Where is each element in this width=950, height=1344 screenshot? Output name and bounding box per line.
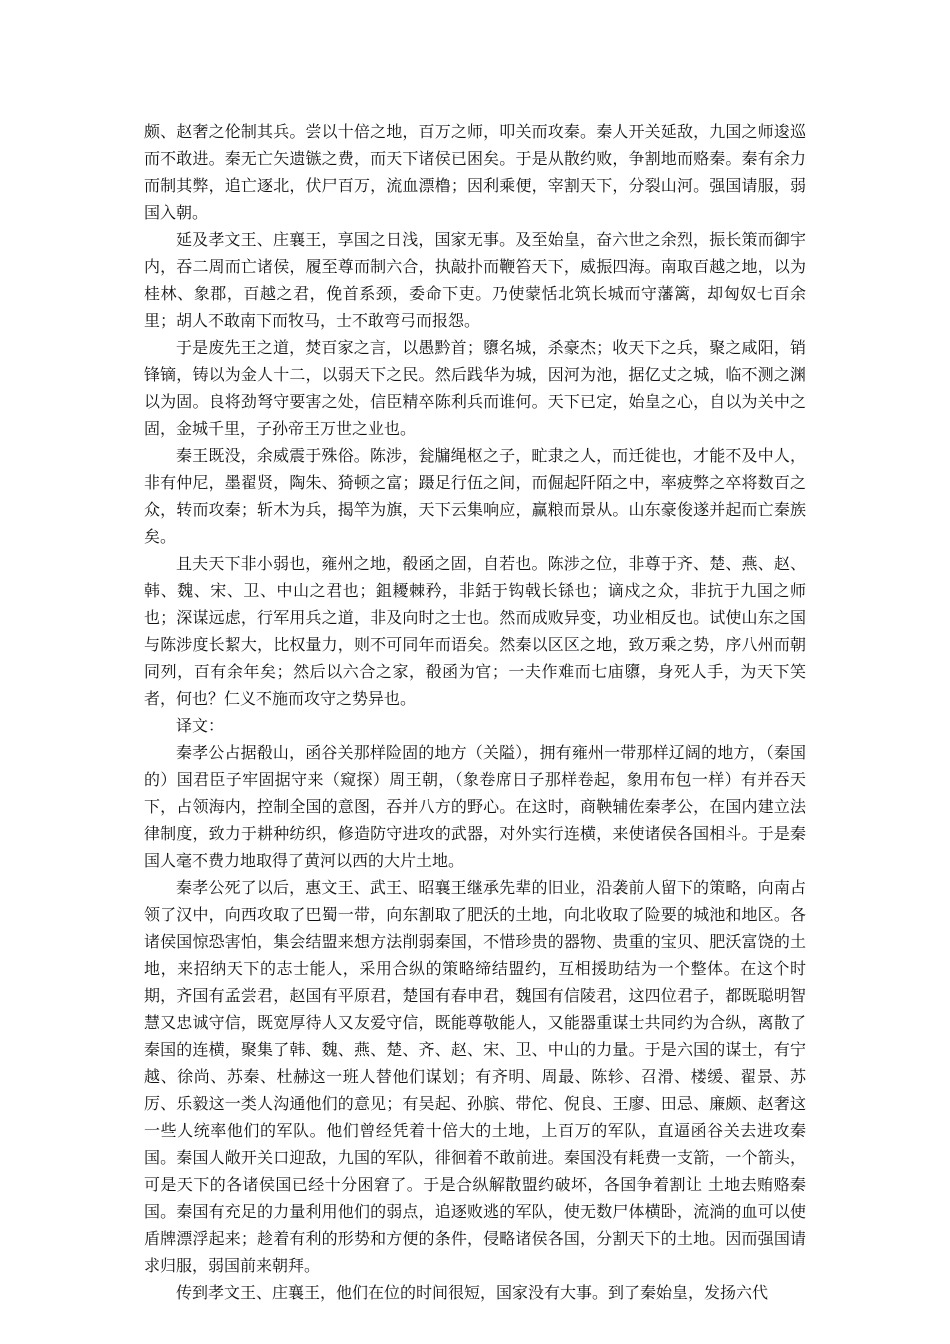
paragraph: 于是废先王之道，焚百家之言，以愚黔首；隳名城，杀豪杰；收天下之兵，聚之咸阳，销锋镝，铸以为金人十二，以弱天下之民。然后践华为城，因河为池，据亿丈之城，临不测之渊以为固。良将劲弩守要害之处，信臣精卒陈利兵而谁何。天下已定，始皇之心，自以为关中之固，金城千里，子孙帝王万世之业也。 xyxy=(144,338,806,438)
translation-heading: 译文： xyxy=(176,716,225,735)
document-page xyxy=(144,118,806,1306)
paragraph: 且夫天下非小弱也，雍州之地，殽函之固，自若也。陈涉之位，非尊于齐、楚、燕、赵、韩、魏、宋、卫、中山之君也；鉏耰棘矜，非銛于钩戟长铩也；谪戍之众，非抗于九国之师也；深谋远虑，行军用兵之道，非及向时之士也。然而成败异变，功业相反也。试使山东之国与陈涉度长絜大，比权量力，则不可同年而语矣。然秦以区区之地，致万乘之势，序八州而朝同列，百有余年矣；然后以六合之家，殽函为官；一夫作难而七庙隳，身死人手，为天下笑者，何也？仁义不施而攻守之势异也。 xyxy=(144,554,806,708)
paragraph: 延及孝文王、庄襄王，享国之日浅，国家无事。及至始皇，奋六世之余烈，振长策而御宇内，吞二周而亡诸侯，履至尊而制六合，执敲扑而鞭笞天下，威振四海。南取百越之地，以为桂林、象郡，百越之君，俛首系颈，委命下吏。乃使蒙恬北筑长城而守藩篱，却匈奴七百余里；胡人不敢南下而牧马，士不敢弯弓而报怨。 xyxy=(144,230,806,330)
paragraph: 颇、赵奢之伦制其兵。尝以十倍之地，百万之师，叩关而攻秦。秦人开关延敌，九国之师逡巡而不敢进。秦无亡矢遗镞之费，而天下诸侯已困矣。于是从散约败，争割地而赂秦。秦有余力而制其弊，追亡逐北，伏尸百万，流血漂橹；因利乘便，宰割天下，分裂山河。强国请服，弱国入朝。 xyxy=(144,122,806,222)
paragraph: 传到孝文王、庄襄王，他们在位的时间很短，国家没有大事。到了秦始皇，发扬六代 xyxy=(176,1283,769,1302)
paragraph: 秦孝公死了以后，惠文王、武王、昭襄王继承先辈的旧业，沿袭前人留下的策略，向南占领了汉中，向西攻取了巴蜀一带，向东割取了肥沃的土地，向北收取了险要的城池和地区。各诸侯国惊恐害怕，集会结盟来想方法削弱秦国，不惜珍贵的器物、贵重的宝贝、肥沃富饶的土地，来招纳天下的志士能人，采用合纵的策略缔结盟约，互相援助结为一个整体。在这个时期，齐国有孟尝君，赵国有平原君，楚国有春申君，魏国有信陵君，这四位君子，都既聪明智慧又忠诚守信，既宽厚待人又友爱守信，既能尊敬能人，又能器重谋士共同约为合纵，离散了秦国的连横，聚集了韩、魏、燕、楚、齐、赵、宋、卫、中山的力量。于是六国的谋士，有宁越、徐尚、苏秦、杜赫这一班人替他们谋划；有齐明、周最、陈轸、召滑、楼缓、翟景、苏厉、乐毅这一类人沟通他们的意见；有吴起、孙膑、带佗、倪良、王廖、田忌、廉颇、赵奢这一些人统率他们的军队。他们曾经凭着十倍大的土地，上百万的军队，直逼函谷关去进攻秦国。秦国人敞开关口迎敌，九国的军队，徘徊着不敢前进。秦国没有耗费一支箭，一个箭头，可是天下的各诸侯国已经十分困窘了。于是合纵解散盟约破坏，各国争着割让 土地去贿赂秦国。秦国有充足的力量利用他们的弱点，追逐败逃的军队，使无数尸体横卧，流淌的血可以使盾牌漂浮起来；趁着有利的形势和方便的条件，侵略诸侯各国，分割天下的土地。因而强国请求归服，弱国前来朝拜。 xyxy=(144,878,806,1275)
paragraph: 秦王既没，余威震于殊俗。陈涉，瓮牖绳枢之子，甿隶之人，而迁徙也，才能不及中人，非有仲尼，墨翟贤，陶朱、猗顿之富；蹑足行伍之间，而倔起阡陌之中，率疲弊之卒将数百之众，转而攻秦；斩木为兵，揭竿为旗，天下云集响应，赢粮而景从。山东豪俊遂并起而亡秦族矣。 xyxy=(144,446,806,546)
paragraph: 秦孝公占据殽山，函谷关那样险固的地方（关隘），拥有雍州一带那样辽阔的地方，（秦国的）国君臣子牢固据守来（窥探）周王朝，（象卷席日子那样卷起，象用布包一样）有并吞天下，占领海内，控制全国的意图，吞并八方的野心。在这时，商鞅辅佐秦孝公，在国内建立法律制度，致力于耕种纺织，修造防守进攻的武器，对外实行连横，来使诸侯各国相斗。于是秦国人毫不费力地取得了黄河以西的大片土地。 xyxy=(144,743,806,870)
